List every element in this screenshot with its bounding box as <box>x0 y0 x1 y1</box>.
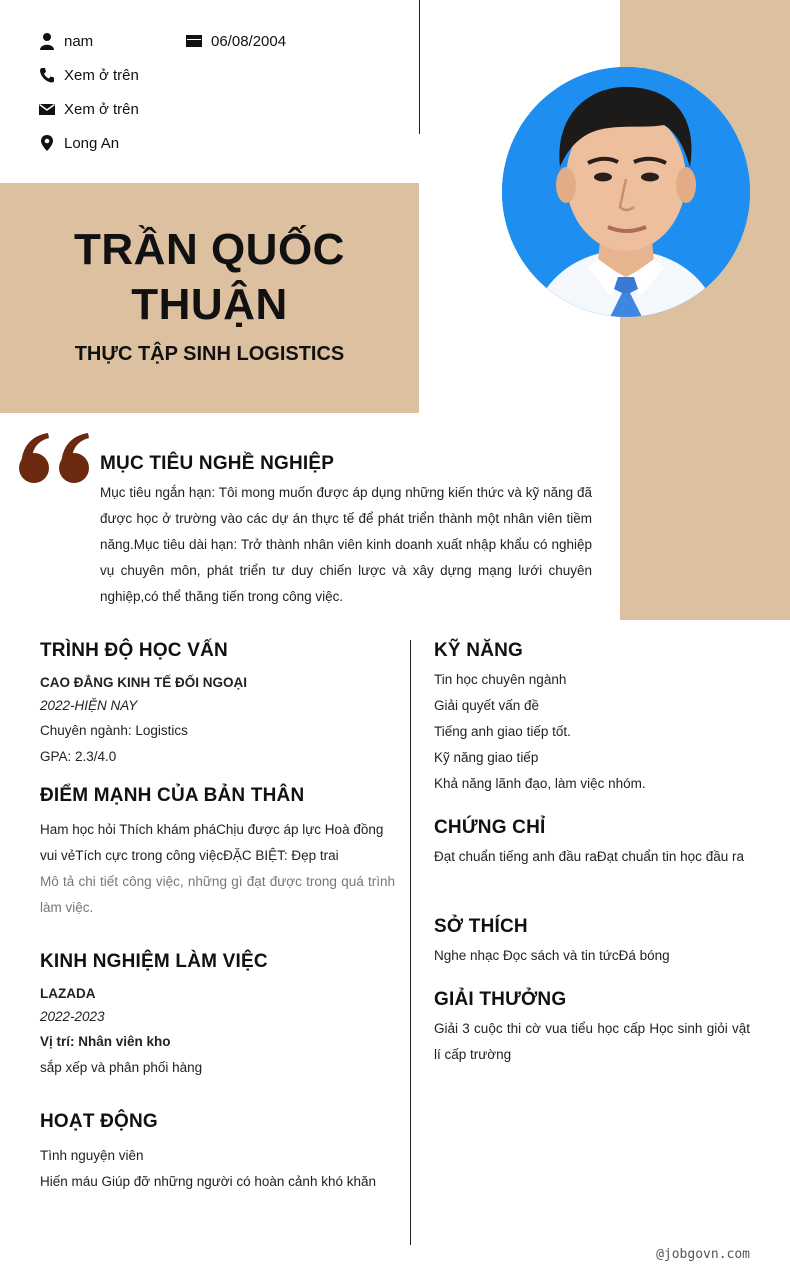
certificates-text: Đạt chuẩn tiếng anh đầu raĐạt chuẩn tin học đầu ra <box>434 849 744 864</box>
strengths-text: Ham học hỏi Thích khám pháChịu được áp lực Hoà đồng vui vẻTích cực trong công việcĐẶC BIỆT: Đẹp trai <box>40 822 384 863</box>
birthday-value: 06/08/2004 <box>211 32 287 50</box>
email-value: Xem ở trên <box>64 100 139 118</box>
contact-email <box>38 100 139 118</box>
awards-heading: GIẢI THƯỞNG <box>434 989 567 1010</box>
person-icon <box>38 32 56 50</box>
column-divider <box>410 640 411 1245</box>
experience-period: 2022-2023 <box>40 1009 105 1024</box>
experience-description: sắp xếp và phân phối hàng <box>40 1060 203 1075</box>
contact-location <box>38 134 119 152</box>
full-name-line-2: THUẬN <box>131 280 288 329</box>
experience-position: Vị trí: Nhân viên kho <box>40 1034 171 1049</box>
certificates-heading: CHỨNG CHỈ <box>434 817 546 838</box>
education-gpa: GPA: 2.3/4.0 <box>40 749 117 764</box>
skill-item: Tin học chuyên ngành <box>434 672 567 687</box>
activity-item: Hiến máu Giúp đỡ những người có hoàn cảnh khó khăn <box>40 1174 376 1189</box>
objective-text: Mục tiêu ngắn hạn: Tôi mong muốn được áp dụng những kiến thức và kỹ năng đã được học ở trường vào các dự án thực tế để phát triển thành một nhân viên tiềm năng.Mục tiêu dài hạn: Trở thành nhân viên kinh doanh xuất nhập khẩu có nghiệp vụ chuyên môn, phát triển tư duy chiến lược và xây dựng mạng lưới chuyên nghiệp,có thể thăng tiến trong công việc. <box>100 485 592 604</box>
education-school: CAO ĐẲNG KINH TẾ ĐỐI NGOẠI <box>40 675 248 690</box>
skill-item: Kỹ năng giao tiếp <box>434 750 539 765</box>
skill-item: Giải quyết vấn đề <box>434 698 540 713</box>
footer-watermark: @jobgovn.com <box>656 1247 750 1262</box>
contact-birthday <box>185 32 286 50</box>
experience-heading: KINH NGHIỆM LÀM VIỆC <box>40 951 268 972</box>
portrait-illustration <box>502 67 750 317</box>
strengths-note: Mô tả chi tiết công việc, những gì đạt được trong quá trình làm việc. <box>40 874 395 915</box>
top-divider <box>419 0 420 134</box>
location-pin-icon <box>38 134 56 152</box>
awards-text: Giải 3 cuộc thi cờ vua tiểu học cấp Học sinh giỏi vật lí cấp trường <box>434 1021 750 1062</box>
full-name-line-1: TRẦN QUỐC <box>74 225 345 274</box>
envelope-icon <box>38 100 56 118</box>
skill-item: Tiếng anh giao tiếp tốt. <box>434 724 571 739</box>
activity-item: Tình nguyện viên <box>40 1148 144 1163</box>
profile-photo <box>502 67 750 317</box>
education-major: Chuyên ngành: Logistics <box>40 723 188 738</box>
skills-heading: KỸ NĂNG <box>434 640 524 661</box>
quote-mark-icon <box>18 432 92 484</box>
calendar-icon <box>185 32 203 50</box>
job-title: THỰC TẬP SINH LOGISTICS <box>74 343 345 365</box>
objective-heading: MỤC TIÊU NGHỀ NGHIỆP <box>100 453 335 474</box>
hobbies-text: Nghe nhạc Đọc sách và tin tứcĐá bóng <box>434 948 670 963</box>
contact-phone <box>38 66 139 84</box>
strengths-heading: ĐIỂM MẠNH CỦA BẢN THÂN <box>40 785 305 806</box>
hobbies-heading: SỞ THÍCH <box>434 916 528 937</box>
education-period: 2022-HIỆN NAY <box>40 698 138 713</box>
skill-item: Khả năng lãnh đạo, làm việc nhóm. <box>434 776 646 791</box>
activities-heading: HOẠT ĐỘNG <box>40 1111 158 1132</box>
phone-icon <box>38 66 56 84</box>
experience-company: LAZADA <box>40 986 96 1001</box>
contact-gender <box>38 32 93 50</box>
gender-value: nam <box>64 32 94 50</box>
education-heading: TRÌNH ĐỘ HỌC VẤN <box>40 640 228 661</box>
location-value: Long An <box>64 134 120 152</box>
name-banner <box>0 183 419 413</box>
phone-value: Xem ở trên <box>64 66 139 84</box>
